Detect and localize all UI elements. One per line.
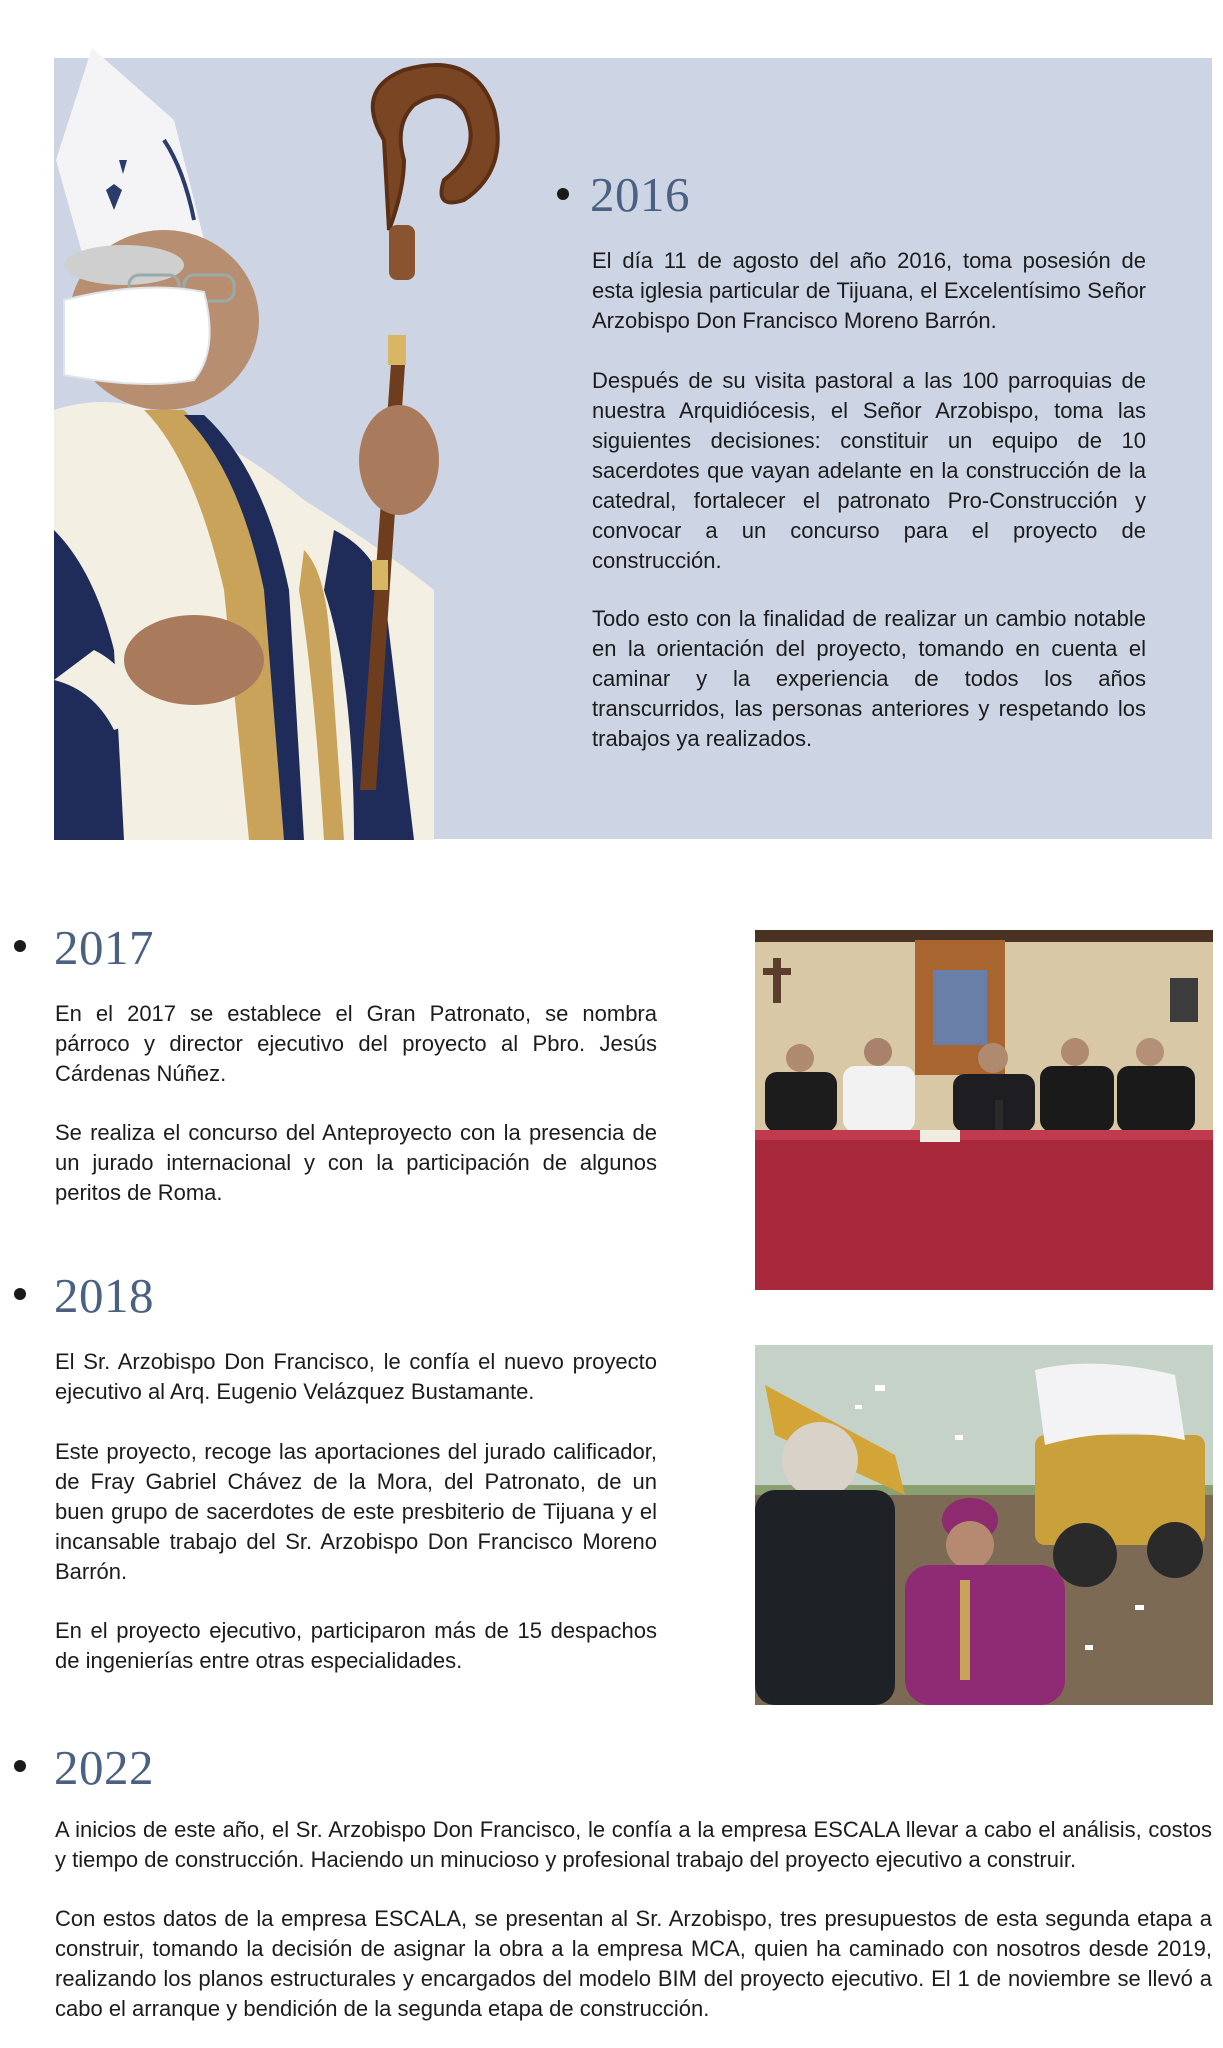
- text-2018-p1: El Sr. Arzobispo Don Francisco, le confía el nuevo proyecto ejecutivo al Arq. Eugenio Velázquez Bustamante.: [55, 1349, 657, 1404]
- text-2022-p2: Con estos datos de la empresa ESCALA, se presentan al Sr. Arzobispo, tres presupuestos de esta segunda etapa a construir, tomando la decisión de asignar la obra a la empresa MCA, quien ha caminado con nosotros desde 2019, realizando los planos estructurales y encargados del modelo BIM del proyecto ejecutivo. El 1 de noviembre se llevó a cabo el arranque y bendición de la segunda etapa de construcción.: [55, 1906, 1212, 2021]
- bullet-2022: [14, 1760, 26, 1772]
- text-2017-p1: En el 2017 se establece el Gran Patronato, se nombra párroco y director ejecutivo del proyecto al Pbro. Jesús Cárdenas Núñez.: [55, 1001, 657, 1086]
- text-2018-p3: En el proyecto ejecutivo, participaron más de 15 despachos de ingenierías entre otras especialidades.: [55, 1618, 657, 1673]
- text-2018-p2: Este proyecto, recoge las aportaciones del jurado calificador, de Fray Gabriel Chávez de la Mora, del Patronato, de un buen grupo de sacerdotes de este presbiterio de Tijuana y el incansable trabajo del Sr. Arzobispo Don Francisco Moreno Barrón.: [55, 1439, 657, 1584]
- year-2018-heading: 2018: [54, 1268, 154, 1323]
- year-2016-heading: 2016: [590, 167, 690, 222]
- photo-press-conference: [755, 930, 1213, 1290]
- text-2016-p2: Después de su visita pastoral a las 100 parroquias de nuestra Arquidiócesis, el Señor Arzobispo, toma las siguientes decisiones: constituir un equipo de 10 sacerdotes que vayan adelante en la construcción de la catedral, fortalecer el patronato Pro-Construcción y convocar a un concurso para el proyecto de construcción.: [592, 368, 1146, 573]
- bullet-2017: [14, 940, 26, 952]
- archbishop-portrait: [54, 30, 574, 840]
- photo-groundbreaking-blessing: [755, 1345, 1213, 1705]
- bullet-2016: [557, 188, 569, 200]
- text-2022-p1: A inicios de este año, el Sr. Arzobispo Don Francisco, le confía a la empresa ESCALA llevar a cabo el análisis, costos y tiempo de construcción. Haciendo un minucioso y profesional trabajo del proyecto ejecutivo a construir.: [55, 1817, 1212, 1872]
- text-2016-p1: El día 11 de agosto del año 2016, toma posesión de esta iglesia particular de Tijuana, el Excelentísimo Señor Arzobispo Don Francisco Moreno Barrón.: [592, 248, 1146, 333]
- bullet-2018: [14, 1288, 26, 1300]
- year-2022-heading: 2022: [54, 1740, 154, 1795]
- text-2017-p2: Se realiza el concurso del Anteproyecto con la presencia de un jurado internacional y con la participación de algunos peritos de Roma.: [55, 1120, 657, 1205]
- year-2017-heading: 2017: [54, 920, 154, 975]
- text-2016-p3: Todo esto con la finalidad de realizar un cambio notable en la orientación del proyecto, tomando en cuenta el caminar y la experiencia de todos los años transcurridos, las personas anteriores y respetando los trabajos ya realizados.: [592, 606, 1146, 751]
